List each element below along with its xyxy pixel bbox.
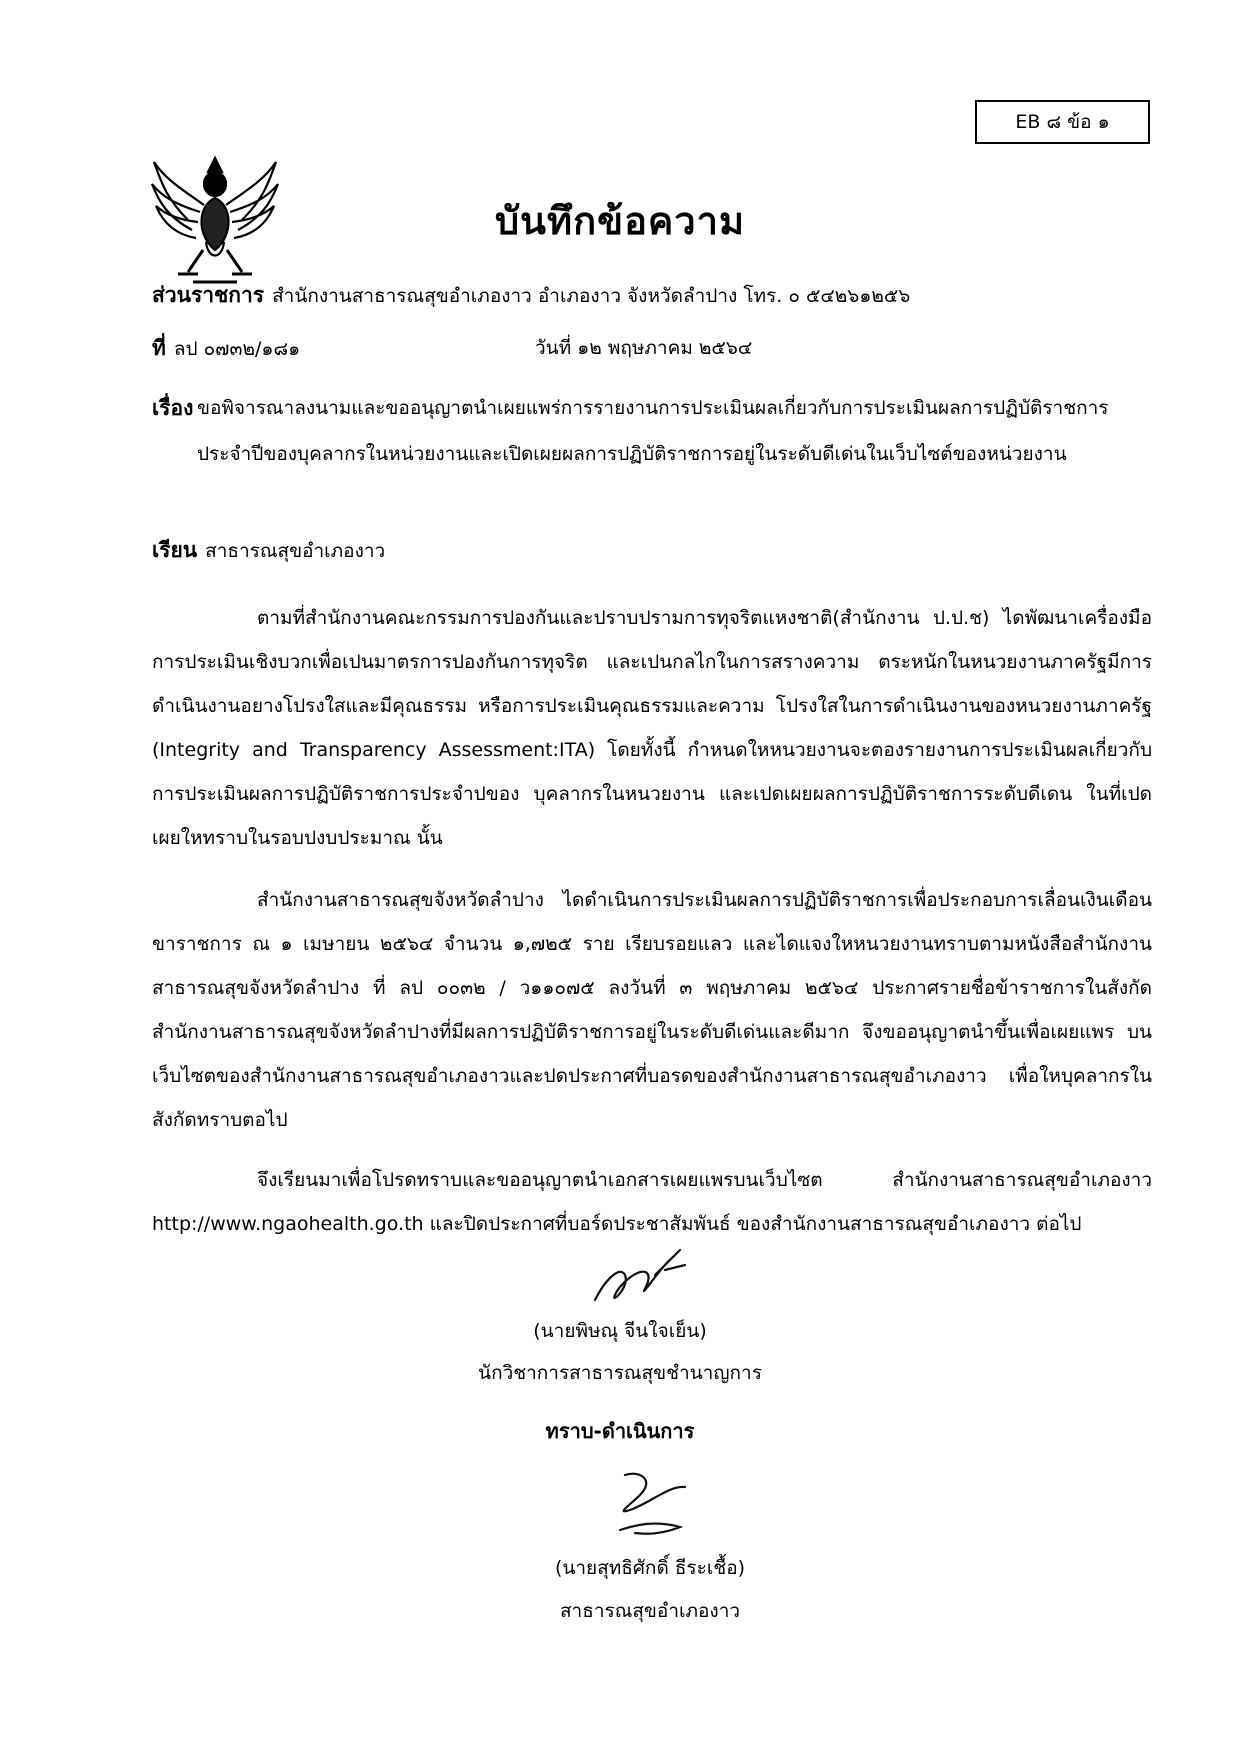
addressee-line bbox=[152, 537, 385, 564]
signer-1-position: นักวิชาการสาธารณสุขชำนาญการ bbox=[478, 1362, 762, 1384]
agency-line bbox=[152, 282, 910, 309]
date-label: วันที่ bbox=[535, 337, 572, 359]
addressee-label: เรียน bbox=[152, 538, 198, 562]
signature-1 bbox=[585, 1245, 695, 1310]
reference-value: ลป ๐๗๓๒/๑๘๑ bbox=[173, 338, 301, 360]
body-paragraph-3: จึงเรียนมาเพื่อโปรดทราบและขออนุญาตนำเอกสารเผยแพรบนเว็บไซต สำนักงานสาธารณสุขอำเภองาว http://www.ngaohealth.go.th และปิดประกาศที่บอร์ดประชาสัมพันธ์ ของสำนักงานสาธารณสุขอำเภองาว ต่อไป bbox=[152, 1169, 1152, 1235]
subject-value: ขอพิจารณาลงนามและขออนุญาตนำเผยแพร่การรายงานการประเมินผลเกี่ยวกับการประเมินผลการปฏิบัติราชการประจำปีของบุคลากรในหน่วยงานและเปิดเผยผลการปฏิบัติราชการอยู่ในระดับดีเด่นในเว็บไซต์ของหน่วยงาน bbox=[197, 397, 1109, 465]
signer-1-name: (นายพิษณุ จีนใจเย็น) bbox=[533, 1320, 707, 1342]
signature-2 bbox=[595, 1465, 705, 1540]
agency-value: สำนักงานสาธารณสุขอำเภองาว อำเภองาว จังหวัดลำปาง โทร. ๐ ๕๔๒๖๑๒๕๖ bbox=[272, 285, 911, 307]
addressee-value: สาธารณสุขอำเภองาว bbox=[205, 540, 386, 562]
document-title: บันทึกข้อความ bbox=[494, 199, 746, 243]
agency-label: ส่วนราชการ bbox=[152, 283, 265, 307]
approval-note: ทราบ-ดำเนินการ bbox=[545, 1419, 695, 1443]
reference-line bbox=[152, 335, 300, 362]
subject-label: เรื่อง bbox=[152, 396, 194, 420]
body-paragraph-1: ตามที่สำนักงานคณะกรรมการปองกันและปราบปรามการทุจริตแหงชาติ(สำนักงาน ป.ป.ช) ไดพัฒนาเครื่องมือการประเมินเชิงบวกเพื่อเปนมาตรการปองกันการทุจริต และเปนกลไกในการสรางความ ตระหนักในหนวยงานภาครัฐมีการดำเนินงานอยางโปรงใสและมีคุณธรรม หรือการประเมินคุณธรรมและความ โปรงใสในการดำเนินงานของหนวยงานภาครัฐ (Integrity and Transparency Assessment:ITA) โดยทั้งนี้ กำหนดใหหนวยงานจะตองรายงานการประเมินผลเกี่ยวกับการประเมินผลการปฏิบัติราชการประจำปของ บุคลากรในหนวยงาน และเปดเผยผลการปฏิบัติราชการระดับดีเดน ในที่เปดเผยใหทราบในรอบปงบประมาณ นั้น bbox=[152, 607, 1152, 849]
date-line bbox=[535, 335, 752, 361]
signer-2-name: (นายสุทธิศักดิ์ ธีระเชื้อ) bbox=[554, 1557, 746, 1579]
body-paragraph-2: สำนักงานสาธารณสุขจังหวัดลำปาง ไดดำเนินการประเมินผลการปฏิบัติราชการเพื่อประกอบการเลื่อนเงินเดือนขาราชการ ณ ๑ เมษายน ๒๕๖๔ จำนวน ๑,๗๒๕ ราย เรียบรอยแลว และไดแจงใหหนวยงานทราบตามหนังสือสำนักงานสาธารณสุขจังหวัดลำปาง ที่ ลป ๐๐๓๒ / ว๑๑๐๗๕ ลงวันที่ ๓ พฤษภาคม ๒๕๖๔ ประกาศรายชื่อข้าราชการในสังกัดสำนักงานสาธารณสุขจังหวัดลำปางที่มีผลการปฏิบัติราชการอยู่ในระดับดีเด่นและดีมาก จึงขออนุญาตนำขึ้นเพื่อเผยแพร บนเว็บไซตของสำนักงานสาธารณสุขอำเภองาวและปดประกาศที่บอรดของสำนักงานสาธารณสุขอำเภองาว เพื่อใหบุคลากรในสังกัดทราบตอไป bbox=[152, 889, 1152, 1131]
signer-2-position: สาธารณสุขอำเภองาว bbox=[559, 1600, 741, 1622]
document-reference-box: EB ๘ ข้อ ๑ bbox=[975, 100, 1150, 144]
date-value: ๑๒ พฤษภาคม ๒๕๖๔ bbox=[577, 337, 753, 359]
reference-label: ที่ bbox=[152, 336, 166, 360]
